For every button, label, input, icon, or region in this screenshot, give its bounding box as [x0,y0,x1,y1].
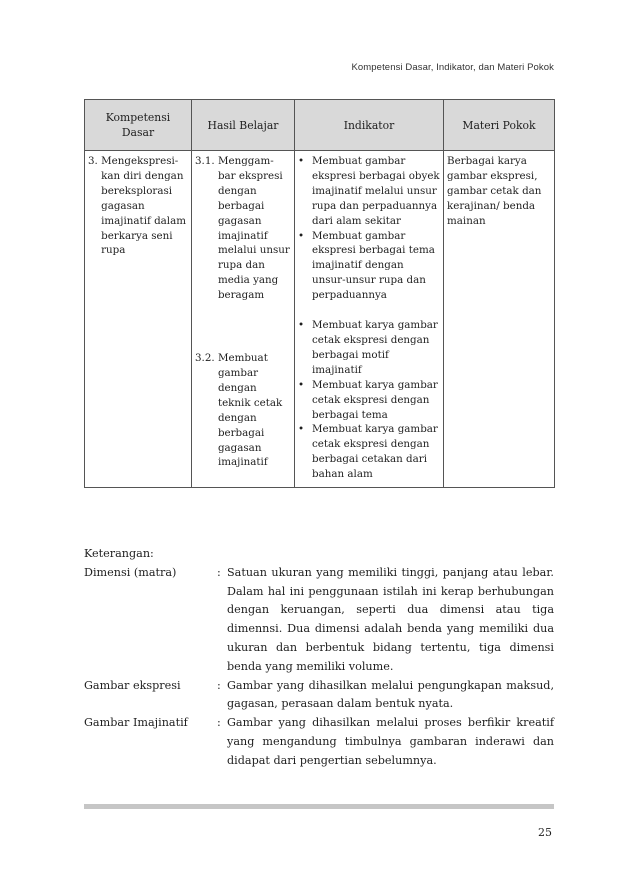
indikator-item [298,229,440,304]
note-definition: Gambar yang dihasilkan melalui pengungkapan maksud, gagasan, perasaan dalam bentuk nyata. [227,678,554,711]
note-item [84,714,554,770]
note-term: Gambar ekspresi [84,678,181,692]
competency-table [84,99,555,488]
note-definition: Satuan ukuran yang memiliki tinggi, panjang atau lebar. Dalam hal ini penggunaan istilah ini kerap berhubungan dengan keruangan, seperti dua dimensi atau tiga dimennsi. Dua dimensi adalah benda yang memiliki dua ukuran dan berbentuk bidang tertentu, tiga dimensi benda yang memiliki volume. [227,565,554,673]
indikator-text: Membuat karya gambar cetak ekspresi dengan berbagai tema [312,378,438,421]
notes-section [84,545,554,771]
bullet-icon: • [298,423,305,436]
header-hasil-belajar: Hasil Belajar [192,100,295,151]
bullet-icon: • [298,229,305,242]
header-kompetensi: Kompetensi Dasar [85,100,192,151]
cell-materi-pokok [444,151,555,488]
indikator-item [298,318,440,378]
cell-kompetensi [85,151,192,488]
indikator-text: Membuat karya gambar cetak ekspresi dengan berbagai cetakan dari bahan alam [312,423,438,481]
note-colon: : [217,678,221,692]
indikator-text: Membuat gambar ekspresi berbagai tema imajinatif dengan unsur-unsur rupa dan perpaduannya [312,229,435,302]
note-term: Dimensi (matra) [84,565,177,579]
materi-text: Berbagai karya gambar ekspresi, gambar cetak dan kerajinan/ benda mainan [447,155,542,227]
cell-hasil-belajar [192,151,295,488]
indikator-item [298,154,440,229]
cell-indikator [295,151,444,488]
footer-rule [84,804,554,809]
note-colon: : [217,565,221,579]
running-head: Kompetensi Dasar, Indikator, dan Materi Pokok [351,62,554,73]
table-row [85,151,555,488]
note-colon: : [217,716,221,730]
hasil-number: 3.1. [195,155,215,167]
kompetensi-item [88,154,188,258]
bullet-icon: • [298,155,305,167]
notes-heading: Keterangan: [84,547,154,560]
indikator-item [298,422,440,482]
note-term: Gambar Imajinatif [84,716,188,730]
hasil-text: Menggam-bar ekspresi dengan berbagai gagasan imajinatif melalui unsur rupa dan media yang beragam [217,155,290,302]
bullet-icon: • [298,378,305,391]
hasil-item-2 [195,351,291,470]
indikator-item [298,378,440,423]
header-indikator: Indikator [295,100,444,151]
hasil-number: 3.2. [195,352,215,365]
indikator-text: Membuat karya gambar cetak ekspresi dengan berbagai motif imajinatif [312,319,438,376]
kompetensi-text: Mengekspresi-kan diri dengan bereksplorasi gagasan imajinatif dalam berkarya seni rupa [101,155,187,257]
hasil-item-1 [195,154,291,303]
note-definition: Gambar yang dihasilkan melalui proses berfikir kreatif yang mengandung timbulnya gambaran inderawi dan didapat dari pengertian sebelumnya. [227,716,554,767]
hasil-text: Membuat gambar dengan teknik cetak dengan berbagai gagasan imajinatif [217,352,283,469]
indikator-text: Membuat gambar ekspresi berbagai obyek imajinatif melalui unsur rupa dan perpaduannya dari alam sekitar [312,155,440,227]
note-item [84,677,554,715]
note-item [84,564,554,677]
table-header-row [85,100,555,151]
kompetensi-number: 3. [88,155,98,167]
bullet-icon: • [298,319,305,332]
header-materi-pokok: Materi Pokok [444,100,555,151]
page-number: 25 [538,826,552,839]
